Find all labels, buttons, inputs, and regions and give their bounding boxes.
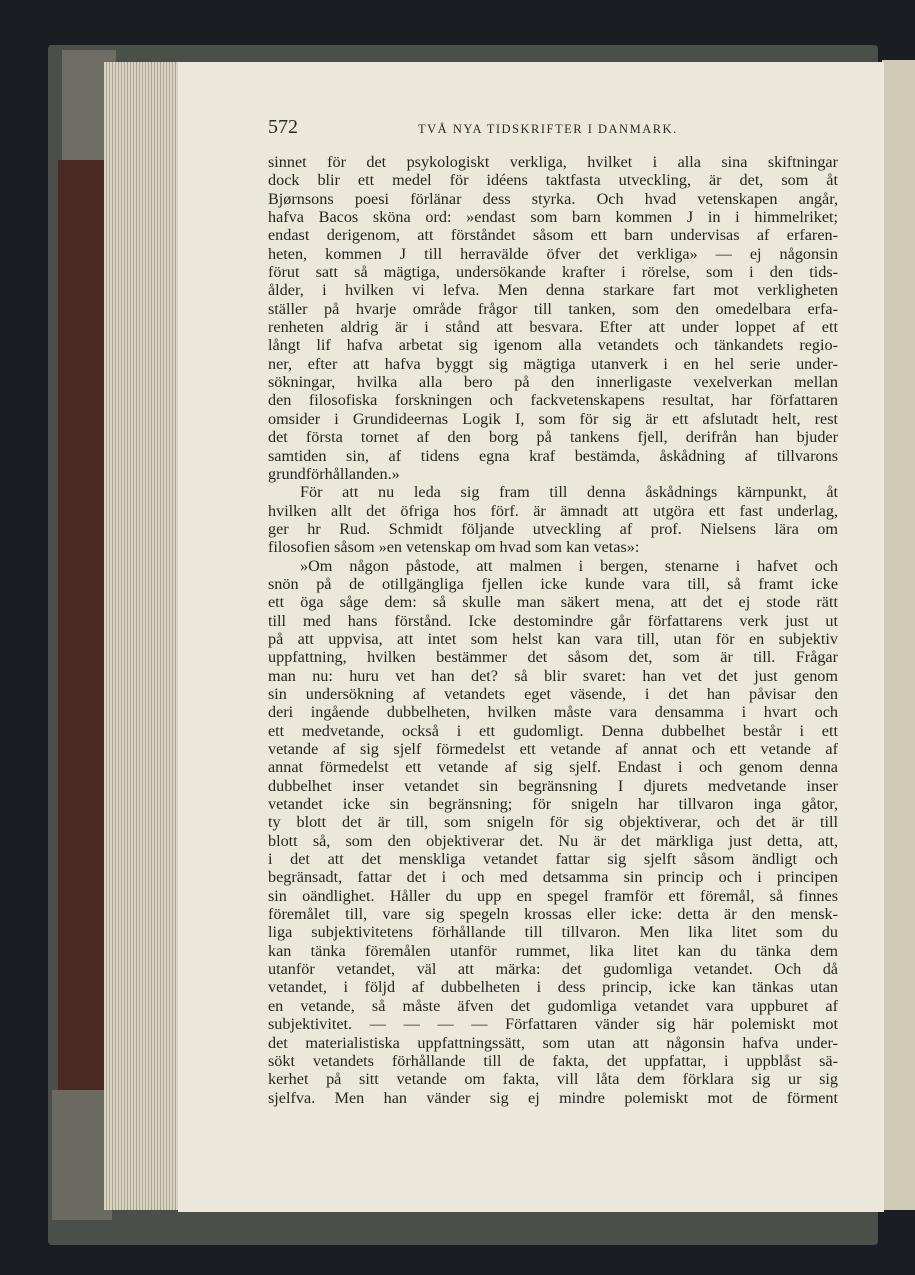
text-line: begränsadt, fattar det i och med detsamma sin princip och i principen: [268, 868, 838, 887]
text-line: sjelfva. Men han vänder sig ej mindre polemiskt mot de förment: [268, 1088, 838, 1107]
text-line: ett öga såge dem: så skulle man säkert mena, att det ej stode rätt: [268, 593, 838, 612]
text-line: föremålet till, vare sig spegeln krossas eller icke: detta är den mensk-: [268, 905, 838, 924]
text-line: endast derigenom, att förståndet såsom ett barn undervisas af erfaren-: [268, 226, 838, 245]
text-line: sökt vetandets förhållande till de fakta, det uppfattar, i uppblåst sä-: [268, 1051, 838, 1070]
text-line: filosofien såsom »en vetenskap om hvad som kan vetas»:: [268, 538, 640, 557]
text-line: hvilken allt det öfriga hos förf. är ämnadt att utgöra ett fast underlag,: [268, 501, 838, 520]
paragraph-continuation: [268, 153, 838, 483]
text-line: kerhet på sitt vetande om fakta, vill låta dem förklara sig ur sig: [268, 1070, 838, 1089]
text-line: sinnet för det psykologiskt verkliga, hvilket i alla sina skiftningar: [268, 153, 838, 171]
page-header: [268, 116, 858, 140]
text-line: till med hans förstånd. Icke destomindre går författarens verk just ut: [268, 611, 838, 630]
text-line: utanför vetandet, väl att märka: det gudomliga vetandet. Och då: [268, 960, 838, 979]
text-line: För att nu leda sig fram till denna åskådnings kärnpunkt, åt: [300, 483, 838, 502]
text-line: subjektivitet. — — — — Författaren vänder sig här polemiskt mot: [268, 1015, 838, 1034]
text-line: i det att det menskliga vetandet fattar sig sjelft såsom ändligt och: [268, 850, 838, 869]
paragraph-quote: [268, 557, 838, 1107]
text-line: sin oändlighet. Håller du upp en spegel framför ett föremål, så finnes: [268, 886, 838, 905]
text-line: hafva Bacos sköna ord: »endast som barn kommen J in i himmelriket;: [268, 208, 838, 227]
page-stack-edges: [104, 62, 182, 1210]
text-line: ett medvetande, också i ett gudomligt. Denna dubbelhet består i ett: [268, 721, 838, 740]
page-number: 572: [268, 116, 298, 138]
text-line: man nu: huru vet han det? så blir svaret: han vet det just genom: [268, 666, 838, 685]
text-line: vetande af sig sjelf förmedelst ett vetande af annat och ett vetande af: [268, 740, 838, 758]
text-line: heten, kommen J till herravälde öfver det verkliga» — ej någonsin: [268, 244, 838, 263]
text-line: »Om någon påstode, att malmen i bergen, stenarne i hafvet och: [300, 556, 838, 575]
text-line: ålder, i hvilken vi lefva. Men denna starkare fart mot verkligheten: [268, 281, 838, 300]
text-line: ner, efter att hafva byggt sig mägtiga utanverk i en hel serie under-: [268, 354, 838, 373]
text-line: dubbelhet inser vetandet sin begränsning I djurets medvetande inser: [268, 776, 838, 795]
text-line: liga subjektivitetens förhållande till tillvaron. Men lika litet som du: [268, 923, 838, 942]
text-line: vetandet icke sin begränsning; för snigeln har tillvaron inga gåtor,: [268, 795, 838, 814]
text-line: vetandet, i följd af dubbelheten i dess princip, icke kan tänkas utan: [268, 978, 838, 997]
text-line: kan tänka föremålen utanför rummet, lika litet kan du tänka dem: [268, 941, 838, 960]
text-line: renheten aldrig är i stånd att besvara. Efter att under loppet af ett: [268, 318, 838, 337]
text-line: dock blir ett medel för idéens taktfasta utveckling, är det, som åt: [268, 171, 838, 190]
text-line: samtiden sin, af tidens egna kraf bestämda, åskådning af tillvarons: [268, 446, 838, 465]
cover-corner-bottom: [52, 1090, 112, 1220]
text-line: blott så, som den objektiverar det. Nu är det märkliga just detta, att,: [268, 831, 838, 850]
text-line: uppfattning, hvilken bestämmer det såsom det, som är till. Frågar: [268, 648, 838, 667]
text-line: grundförhållanden.»: [268, 464, 400, 483]
text-line: det första tornet af den borg på tankens fjell, derifrån han bjuder: [268, 428, 838, 447]
text-line: förut satt så mägtiga, undersökande krafter i rörelse, som i den tids-: [268, 263, 838, 282]
text-line: det materialistiska uppfattningssätt, som utan att någonsin hafva under-: [268, 1033, 838, 1052]
text-line: den filosofiska forskningen och fackvetenskapens resultat, har författaren: [268, 391, 838, 410]
text-line: Bjørnsons poesi förlänar dess styrka. Och hvad vetenskapen angår,: [268, 189, 838, 208]
text-line: snön på de otillgängliga fjellen icke kunde vara till, så framt icke: [268, 574, 838, 593]
text-line: en vetande, så måste äfven det gudomliga vetandet vara uppburet af: [268, 996, 838, 1015]
book-page: [178, 62, 884, 1212]
text-line: ställer på hvarje område frågor till tanken, som den omedelbara erfa-: [268, 299, 838, 318]
running-title: TVÅ NYA TIDSKRIFTER I DANMARK.: [418, 122, 678, 136]
text-line: på att uppvisa, att intet som helst kan vara till, utan för en subjektiv: [268, 629, 838, 648]
body-text: [268, 153, 838, 1107]
text-line: sin undersökning af vetandets eget väsende, i det han påvisar den: [268, 684, 838, 703]
text-line: ger hr Rud. Schmidt följande utveckling af prof. Nielsens lära om: [268, 519, 838, 538]
text-line: ty blott det är till, som snigeln för sig objektiverar, och det är till: [268, 813, 838, 832]
next-page-edge: [882, 60, 915, 1210]
text-line: annat förmedelst ett vetande af sig sjelf. Endast i och genom denna: [268, 758, 838, 777]
text-line: omsider i Grundideernas Logik I, som för sig är ett afslutadt helt, rest: [268, 409, 838, 428]
text-line: deri ingående dubbelheten, hvilken måste vara densamma i hvart och: [268, 703, 838, 722]
paragraph-indent: [268, 483, 838, 556]
text-line: långt lif hafva arbetat sig igenom alla vetandets och tänkandets regio-: [268, 336, 838, 355]
text-line: sökningar, hvilka alla bero på den innerligaste vexelverkan mellan: [268, 373, 838, 392]
cover-leather-spine: [58, 160, 110, 1100]
